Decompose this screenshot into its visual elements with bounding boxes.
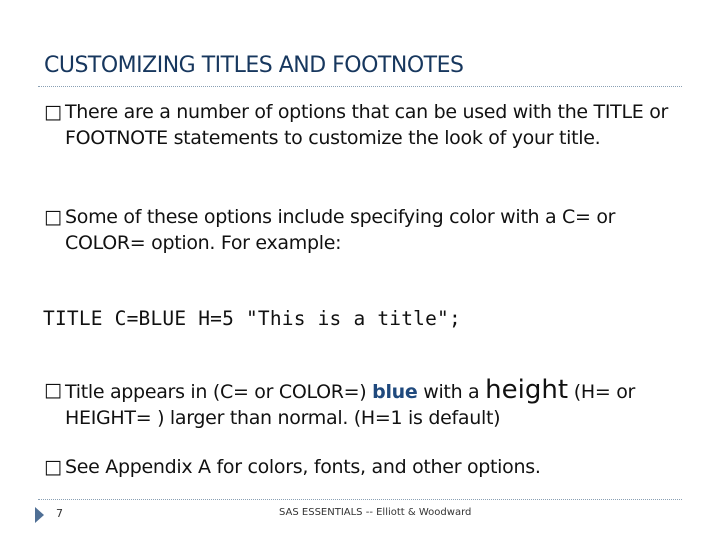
bullet-text: See Appendix A for colors, fonts, and other options. <box>65 456 541 478</box>
bullet-item-title-appearance <box>44 377 684 431</box>
bullet-text-part: (H= or HEIGHT= ) larger than normal. (H=1 is default) <box>65 381 636 429</box>
bullet-text-part: with a <box>417 381 486 403</box>
checkbox-bullet-icon: □ <box>44 456 62 478</box>
footer-divider <box>38 499 682 500</box>
page-number: 7 <box>56 507 63 520</box>
bullet-text: There are a number of options that can be used with the TITLE or FOOTNOTE statements to customize the look of your title. <box>65 101 669 149</box>
footer-text: SAS ESSENTIALS -- Elliott & Woodward <box>279 507 472 518</box>
footer-arrow-icon <box>35 507 44 523</box>
bullet-text: Some of these options include specifying color with a C= or COLOR= option. For example: <box>65 206 616 254</box>
code-example: TITLE C=BLUE H=5 "This is a title"; <box>43 307 461 330</box>
checkbox-bullet-icon: □ <box>44 206 62 228</box>
bullet-text <box>44 377 684 431</box>
bullet-item-appendix <box>44 454 684 480</box>
bullet-text-part: Title appears in (C= or COLOR=) <box>65 381 373 403</box>
height-word: height <box>485 375 569 405</box>
checkbox-bullet-icon: □ <box>44 101 62 123</box>
bullet-item-color <box>44 204 684 256</box>
bullet-item-options <box>44 99 684 151</box>
checkbox-bullet-icon: □ <box>44 379 62 401</box>
title-divider <box>38 86 682 87</box>
slide-title: CUSTOMIZING TITLES AND FOOTNOTES <box>44 53 464 78</box>
blue-word: blue <box>372 381 418 403</box>
